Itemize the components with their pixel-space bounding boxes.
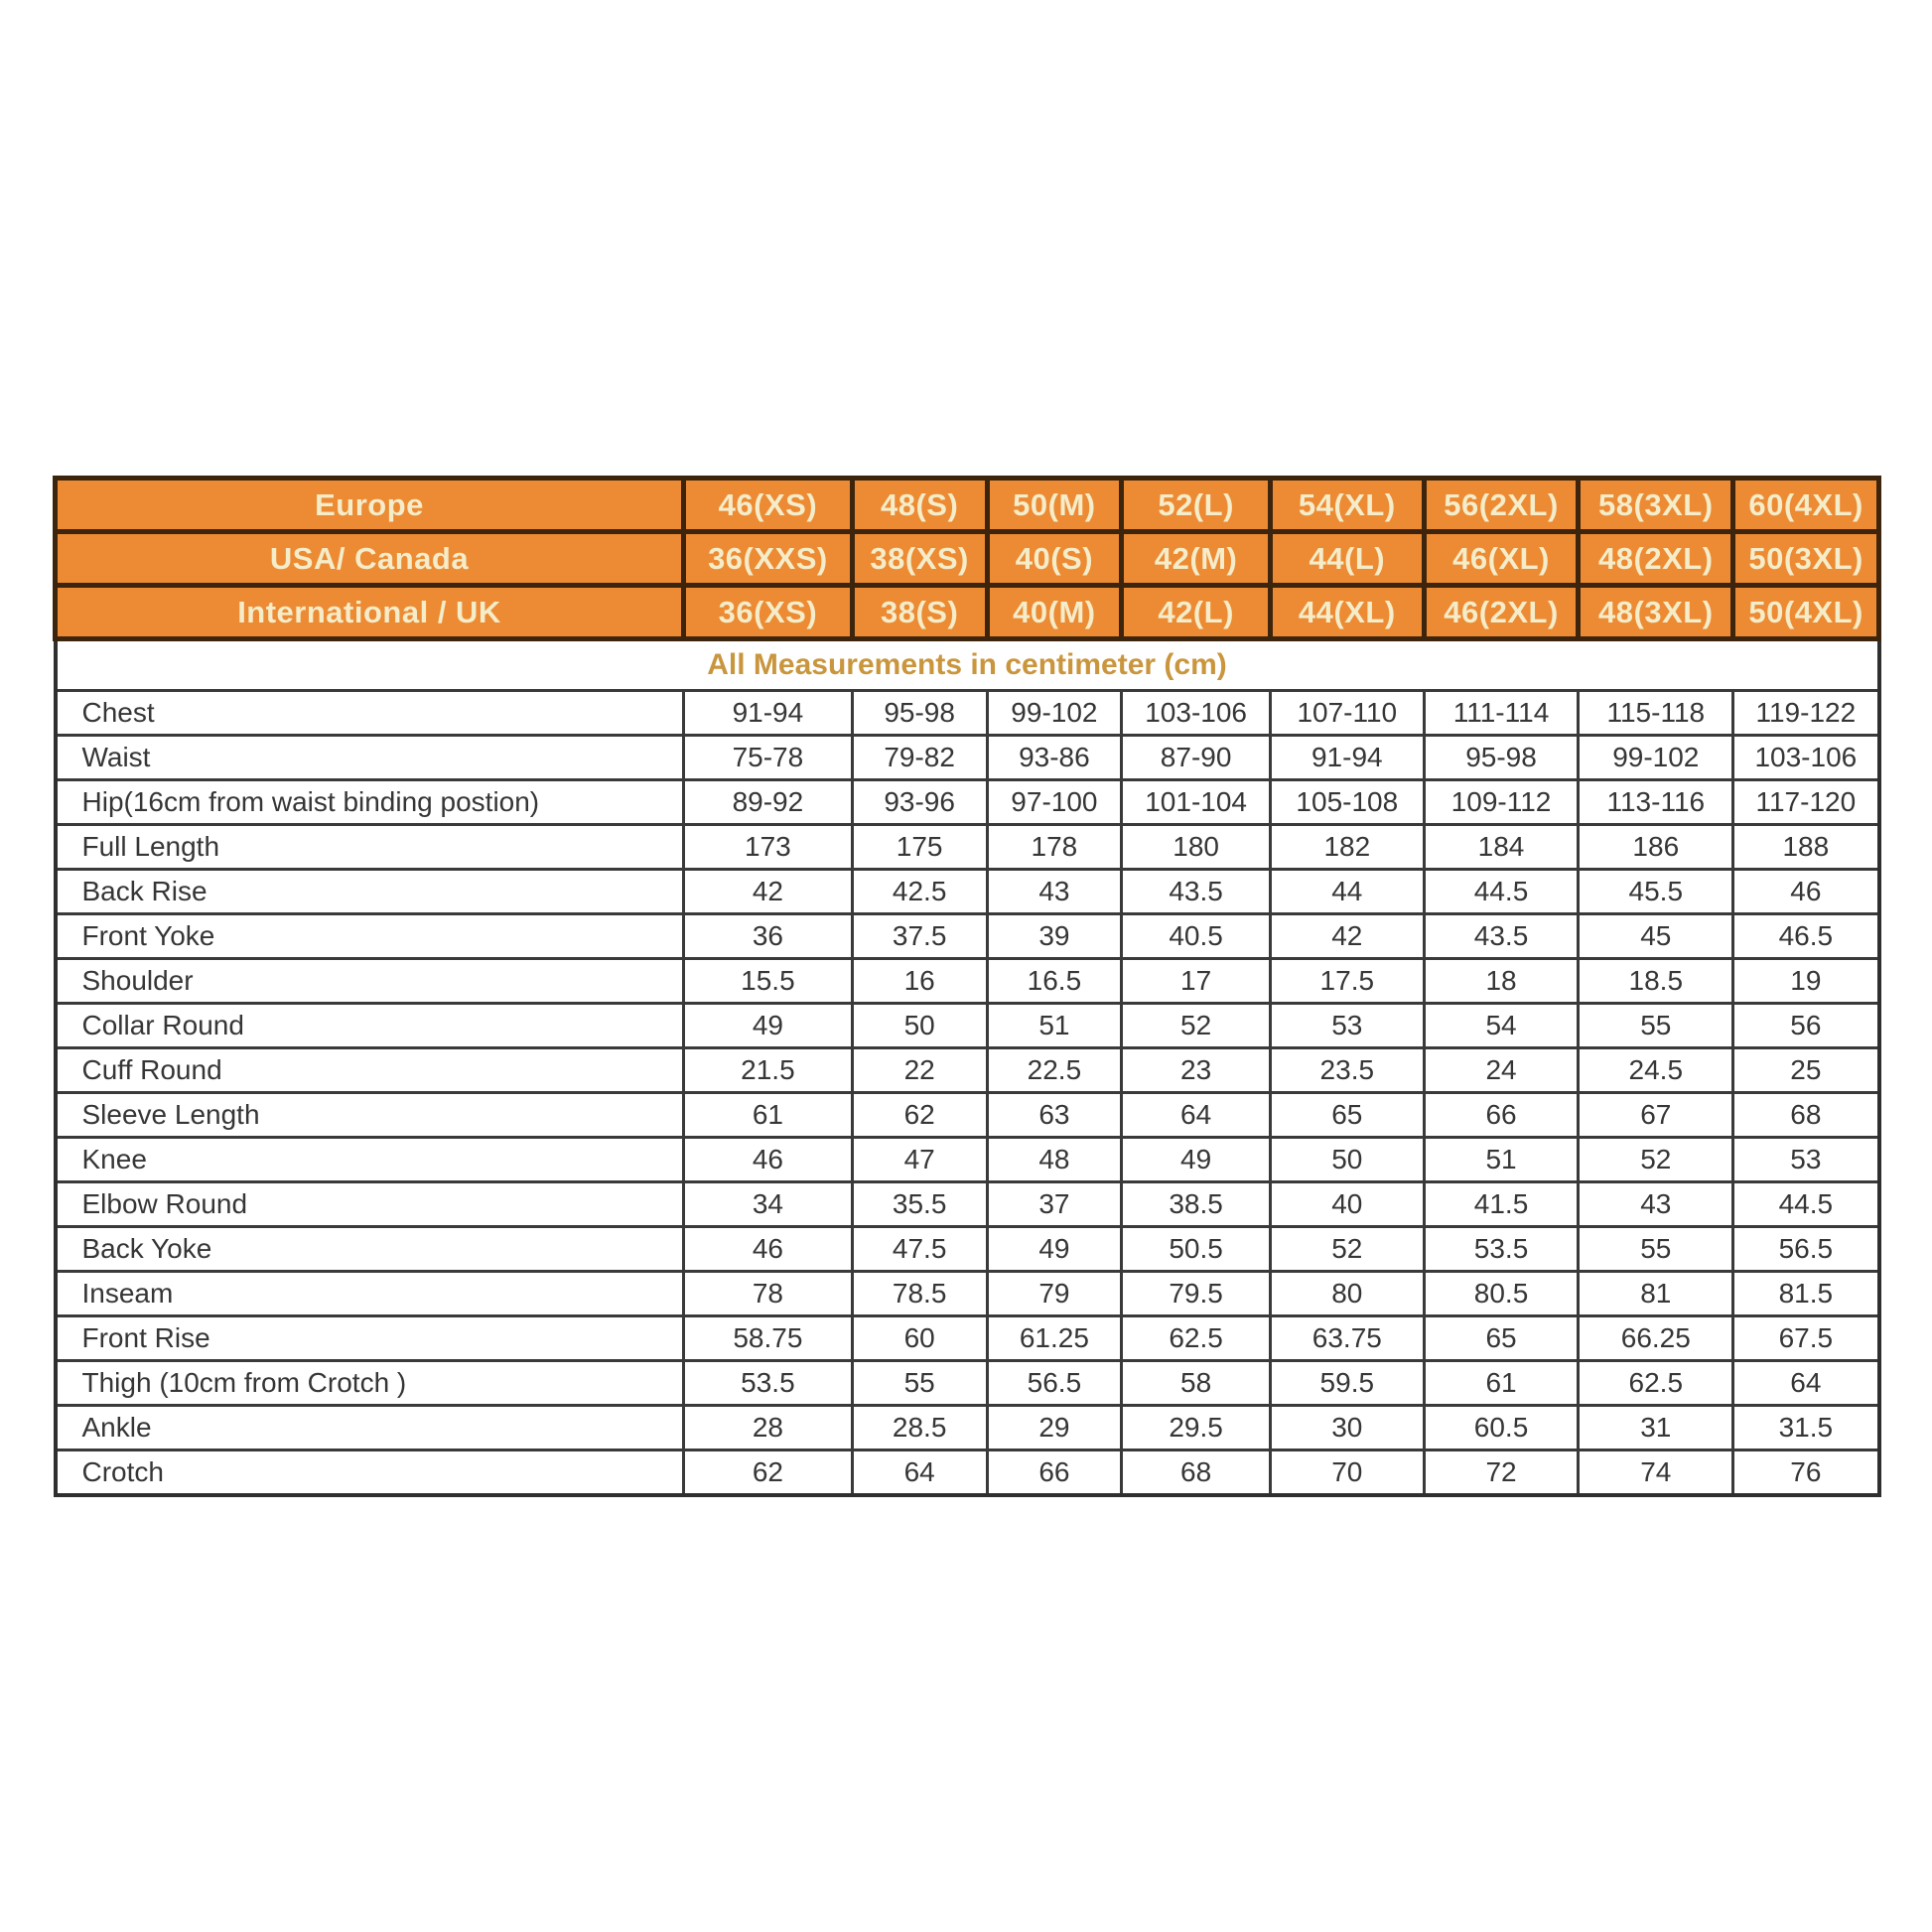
- size-cell: 46(2XL): [1424, 586, 1579, 639]
- measurement-value-cell: 51: [1424, 1138, 1579, 1182]
- measurement-value-cell: 184: [1424, 825, 1579, 870]
- measurement-value-cell: 97-100: [987, 780, 1122, 825]
- measurement-value-cell: 34: [684, 1182, 853, 1227]
- size-cell: 40(S): [987, 532, 1122, 586]
- measurement-value-cell: 50: [1270, 1138, 1424, 1182]
- measurement-row-hip-16cm-from-waist-binding-postion: [56, 780, 1879, 825]
- measurement-value-cell: 18: [1424, 959, 1579, 1004]
- measurement-value-cell: 99-102: [1579, 736, 1733, 780]
- measurement-row-chest: [56, 691, 1879, 736]
- measurement-value-cell: 64: [852, 1450, 987, 1495]
- measurement-value-cell: 59.5: [1270, 1361, 1424, 1406]
- measurement-value-cell: 16: [852, 959, 987, 1004]
- measurement-value-cell: 101-104: [1122, 780, 1271, 825]
- measurement-value-cell: 99-102: [987, 691, 1122, 736]
- measurement-row-back-yoke: [56, 1227, 1879, 1272]
- measurement-value-cell: 51: [987, 1004, 1122, 1048]
- measurement-value-cell: 29: [987, 1406, 1122, 1450]
- measurement-value-cell: 47: [852, 1138, 987, 1182]
- measurement-value-cell: 117-120: [1733, 780, 1879, 825]
- measurement-label: Waist: [56, 736, 684, 780]
- measurement-value-cell: 50.5: [1122, 1227, 1271, 1272]
- measurement-value-cell: 182: [1270, 825, 1424, 870]
- size-chart-table: [53, 476, 1881, 1497]
- measurement-value-cell: 50: [852, 1004, 987, 1048]
- measurement-row-knee: [56, 1138, 1879, 1182]
- size-cell: 42(L): [1122, 586, 1271, 639]
- measurement-label: Collar Round: [56, 1004, 684, 1048]
- measurement-value-cell: 46: [684, 1138, 853, 1182]
- measurement-row-shoulder: [56, 959, 1879, 1004]
- measurement-value-cell: 42: [684, 870, 853, 914]
- measurement-label: Full Length: [56, 825, 684, 870]
- measurement-value-cell: 56.5: [1733, 1227, 1879, 1272]
- measurement-value-cell: 89-92: [684, 780, 853, 825]
- measurement-value-cell: 58: [1122, 1361, 1271, 1406]
- measurement-label: Back Rise: [56, 870, 684, 914]
- measurement-value-cell: 31.5: [1733, 1406, 1879, 1450]
- measurement-value-cell: 46.5: [1733, 914, 1879, 959]
- measurement-value-cell: 188: [1733, 825, 1879, 870]
- size-cell: 46(XL): [1424, 532, 1579, 586]
- measurement-value-cell: 60: [852, 1316, 987, 1361]
- measurement-value-cell: 62: [684, 1450, 853, 1495]
- measurement-value-cell: 44.5: [1733, 1182, 1879, 1227]
- units-banner-row: [56, 639, 1879, 691]
- measurement-value-cell: 78: [684, 1272, 853, 1316]
- measurement-value-cell: 70: [1270, 1450, 1424, 1495]
- size-cell: 50(4XL): [1733, 586, 1879, 639]
- measurement-value-cell: 38.5: [1122, 1182, 1271, 1227]
- measurement-value-cell: 49: [1122, 1138, 1271, 1182]
- measurement-value-cell: 65: [1270, 1093, 1424, 1138]
- measurement-row-inseam: [56, 1272, 1879, 1316]
- measurement-value-cell: 93-86: [987, 736, 1122, 780]
- measurement-label: Thigh (10cm from Crotch ): [56, 1361, 684, 1406]
- measurement-value-cell: 55: [1579, 1227, 1733, 1272]
- measurement-value-cell: 45.5: [1579, 870, 1733, 914]
- measurement-row-front-yoke: [56, 914, 1879, 959]
- measurement-row-ankle: [56, 1406, 1879, 1450]
- measurement-value-cell: 62: [852, 1093, 987, 1138]
- measurement-value-cell: 52: [1579, 1138, 1733, 1182]
- measurement-value-cell: 52: [1122, 1004, 1271, 1048]
- measurement-value-cell: 80.5: [1424, 1272, 1579, 1316]
- measurement-value-cell: 53.5: [684, 1361, 853, 1406]
- measurement-label: Cuff Round: [56, 1048, 684, 1093]
- measurement-value-cell: 79-82: [852, 736, 987, 780]
- size-table-head: [56, 479, 1879, 639]
- measurement-value-cell: 17: [1122, 959, 1271, 1004]
- measurement-value-cell: 75-78: [684, 736, 853, 780]
- region-label: Europe: [56, 479, 684, 532]
- measurement-value-cell: 173: [684, 825, 853, 870]
- measurement-value-cell: 67.5: [1733, 1316, 1879, 1361]
- header-row-europe: [56, 479, 1879, 532]
- size-cell: 48(2XL): [1579, 532, 1733, 586]
- measurement-value-cell: 22.5: [987, 1048, 1122, 1093]
- measurement-value-cell: 175: [852, 825, 987, 870]
- measurement-value-cell: 49: [987, 1227, 1122, 1272]
- measurement-value-cell: 76: [1733, 1450, 1879, 1495]
- header-row-international-uk: [56, 586, 1879, 639]
- size-cell: 48(3XL): [1579, 586, 1733, 639]
- measurement-value-cell: 113-116: [1579, 780, 1733, 825]
- measurement-value-cell: 52: [1270, 1227, 1424, 1272]
- measurement-value-cell: 22: [852, 1048, 987, 1093]
- measurement-label: Elbow Round: [56, 1182, 684, 1227]
- measurement-value-cell: 87-90: [1122, 736, 1271, 780]
- measurement-label: Chest: [56, 691, 684, 736]
- measurement-value-cell: 24.5: [1579, 1048, 1733, 1093]
- measurement-row-sleeve-length: [56, 1093, 1879, 1138]
- measurement-value-cell: 48: [987, 1138, 1122, 1182]
- measurement-row-waist: [56, 736, 1879, 780]
- measurement-value-cell: 28.5: [852, 1406, 987, 1450]
- measurement-value-cell: 58.75: [684, 1316, 853, 1361]
- measurement-value-cell: 17.5: [1270, 959, 1424, 1004]
- region-label: USA/ Canada: [56, 532, 684, 586]
- measurement-value-cell: 40.5: [1122, 914, 1271, 959]
- measurement-value-cell: 29.5: [1122, 1406, 1271, 1450]
- measurement-value-cell: 95-98: [852, 691, 987, 736]
- measurement-value-cell: 91-94: [1270, 736, 1424, 780]
- measurement-label: Crotch: [56, 1450, 684, 1495]
- measurement-value-cell: 74: [1579, 1450, 1733, 1495]
- measurement-value-cell: 107-110: [1270, 691, 1424, 736]
- size-cell: 48(S): [852, 479, 987, 532]
- measurement-value-cell: 103-106: [1122, 691, 1271, 736]
- measurement-value-cell: 81.5: [1733, 1272, 1879, 1316]
- size-cell: 54(XL): [1270, 479, 1424, 532]
- measurement-value-cell: 103-106: [1733, 736, 1879, 780]
- measurement-label: Front Yoke: [56, 914, 684, 959]
- measurement-value-cell: 42: [1270, 914, 1424, 959]
- measurement-value-cell: 111-114: [1424, 691, 1579, 736]
- measurement-value-cell: 67: [1579, 1093, 1733, 1138]
- measurement-value-cell: 43.5: [1424, 914, 1579, 959]
- measurement-value-cell: 47.5: [852, 1227, 987, 1272]
- measurement-value-cell: 61.25: [987, 1316, 1122, 1361]
- measurement-value-cell: 115-118: [1579, 691, 1733, 736]
- measurement-value-cell: 79: [987, 1272, 1122, 1316]
- measurement-value-cell: 81: [1579, 1272, 1733, 1316]
- measurement-value-cell: 186: [1579, 825, 1733, 870]
- measurement-row-thigh-10cm-from-crotch: [56, 1361, 1879, 1406]
- measurement-value-cell: 63: [987, 1093, 1122, 1138]
- size-cell: 42(M): [1122, 532, 1271, 586]
- measurement-value-cell: 43.5: [1122, 870, 1271, 914]
- measurement-value-cell: 56: [1733, 1004, 1879, 1048]
- measurement-value-cell: 79.5: [1122, 1272, 1271, 1316]
- measurement-row-collar-round: [56, 1004, 1879, 1048]
- measurement-label: Knee: [56, 1138, 684, 1182]
- measurement-value-cell: 61: [684, 1093, 853, 1138]
- measurement-value-cell: 66: [987, 1450, 1122, 1495]
- measurement-value-cell: 65: [1424, 1316, 1579, 1361]
- measurement-value-cell: 95-98: [1424, 736, 1579, 780]
- measurement-label: Inseam: [56, 1272, 684, 1316]
- measurement-value-cell: 72: [1424, 1450, 1579, 1495]
- measurement-value-cell: 23.5: [1270, 1048, 1424, 1093]
- size-cell: 38(XS): [852, 532, 987, 586]
- measurement-value-cell: 37.5: [852, 914, 987, 959]
- measurement-value-cell: 31: [1579, 1406, 1733, 1450]
- size-cell: 46(XS): [684, 479, 853, 532]
- measurement-value-cell: 62.5: [1579, 1361, 1733, 1406]
- size-cell: 38(S): [852, 586, 987, 639]
- measurement-row-cuff-round: [56, 1048, 1879, 1093]
- measurement-label: Ankle: [56, 1406, 684, 1450]
- size-cell: 44(XL): [1270, 586, 1424, 639]
- measurement-value-cell: 93-96: [852, 780, 987, 825]
- size-cell: 52(L): [1122, 479, 1271, 532]
- measurement-value-cell: 61: [1424, 1361, 1579, 1406]
- size-cell: 40(M): [987, 586, 1122, 639]
- measurement-value-cell: 68: [1733, 1093, 1879, 1138]
- measurement-value-cell: 42.5: [852, 870, 987, 914]
- measurement-value-cell: 44: [1270, 870, 1424, 914]
- measurement-value-cell: 180: [1122, 825, 1271, 870]
- measurement-value-cell: 178: [987, 825, 1122, 870]
- units-banner: All Measurements in centimeter (cm): [56, 639, 1879, 691]
- measurement-value-cell: 105-108: [1270, 780, 1424, 825]
- measurement-value-cell: 45: [1579, 914, 1733, 959]
- measurement-value-cell: 109-112: [1424, 780, 1579, 825]
- measurement-value-cell: 64: [1122, 1093, 1271, 1138]
- region-label: International / UK: [56, 586, 684, 639]
- measurement-value-cell: 66.25: [1579, 1316, 1733, 1361]
- measurement-value-cell: 53.5: [1424, 1227, 1579, 1272]
- measurement-value-cell: 63.75: [1270, 1316, 1424, 1361]
- size-cell: 44(L): [1270, 532, 1424, 586]
- measurement-value-cell: 37: [987, 1182, 1122, 1227]
- size-cell: 56(2XL): [1424, 479, 1579, 532]
- measurement-value-cell: 25: [1733, 1048, 1879, 1093]
- measurement-value-cell: 24: [1424, 1048, 1579, 1093]
- measurement-value-cell: 36: [684, 914, 853, 959]
- measurement-row-elbow-round: [56, 1182, 1879, 1227]
- measurement-value-cell: 66: [1424, 1093, 1579, 1138]
- size-cell: 50(3XL): [1733, 532, 1879, 586]
- measurement-value-cell: 53: [1733, 1138, 1879, 1182]
- measurement-row-front-rise: [56, 1316, 1879, 1361]
- header-row-usa-canada: [56, 532, 1879, 586]
- measurement-value-cell: 64: [1733, 1361, 1879, 1406]
- measurement-value-cell: 30: [1270, 1406, 1424, 1450]
- measurement-value-cell: 40: [1270, 1182, 1424, 1227]
- measurement-value-cell: 23: [1122, 1048, 1271, 1093]
- size-table-body: [56, 639, 1879, 1495]
- measurement-value-cell: 35.5: [852, 1182, 987, 1227]
- size-cell: 60(4XL): [1733, 479, 1879, 532]
- measurement-row-back-rise: [56, 870, 1879, 914]
- size-cell: 36(XS): [684, 586, 853, 639]
- measurement-value-cell: 39: [987, 914, 1122, 959]
- measurement-value-cell: 80: [1270, 1272, 1424, 1316]
- measurement-value-cell: 60.5: [1424, 1406, 1579, 1450]
- measurement-value-cell: 68: [1122, 1450, 1271, 1495]
- measurement-value-cell: 55: [1579, 1004, 1733, 1048]
- measurement-value-cell: 44.5: [1424, 870, 1579, 914]
- measurement-value-cell: 54: [1424, 1004, 1579, 1048]
- measurement-value-cell: 21.5: [684, 1048, 853, 1093]
- measurement-label: Hip(16cm from waist binding postion): [56, 780, 684, 825]
- measurement-label: Back Yoke: [56, 1227, 684, 1272]
- measurement-value-cell: 49: [684, 1004, 853, 1048]
- measurement-value-cell: 16.5: [987, 959, 1122, 1004]
- measurement-label: Shoulder: [56, 959, 684, 1004]
- measurement-value-cell: 56.5: [987, 1361, 1122, 1406]
- measurement-value-cell: 53: [1270, 1004, 1424, 1048]
- measurement-value-cell: 119-122: [1733, 691, 1879, 736]
- size-cell: 50(M): [987, 479, 1122, 532]
- measurement-row-full-length: [56, 825, 1879, 870]
- measurement-value-cell: 91-94: [684, 691, 853, 736]
- measurement-value-cell: 55: [852, 1361, 987, 1406]
- measurement-label: Front Rise: [56, 1316, 684, 1361]
- measurement-value-cell: 19: [1733, 959, 1879, 1004]
- size-cell: 58(3XL): [1579, 479, 1733, 532]
- measurement-value-cell: 78.5: [852, 1272, 987, 1316]
- measurement-value-cell: 43: [987, 870, 1122, 914]
- measurement-value-cell: 46: [684, 1227, 853, 1272]
- measurement-value-cell: 62.5: [1122, 1316, 1271, 1361]
- measurement-value-cell: 15.5: [684, 959, 853, 1004]
- measurement-row-crotch: [56, 1450, 1879, 1495]
- measurement-value-cell: 28: [684, 1406, 853, 1450]
- size-cell: 36(XXS): [684, 532, 853, 586]
- measurement-value-cell: 18.5: [1579, 959, 1733, 1004]
- measurement-label: Sleeve Length: [56, 1093, 684, 1138]
- measurement-value-cell: 43: [1579, 1182, 1733, 1227]
- measurement-value-cell: 41.5: [1424, 1182, 1579, 1227]
- measurement-value-cell: 46: [1733, 870, 1879, 914]
